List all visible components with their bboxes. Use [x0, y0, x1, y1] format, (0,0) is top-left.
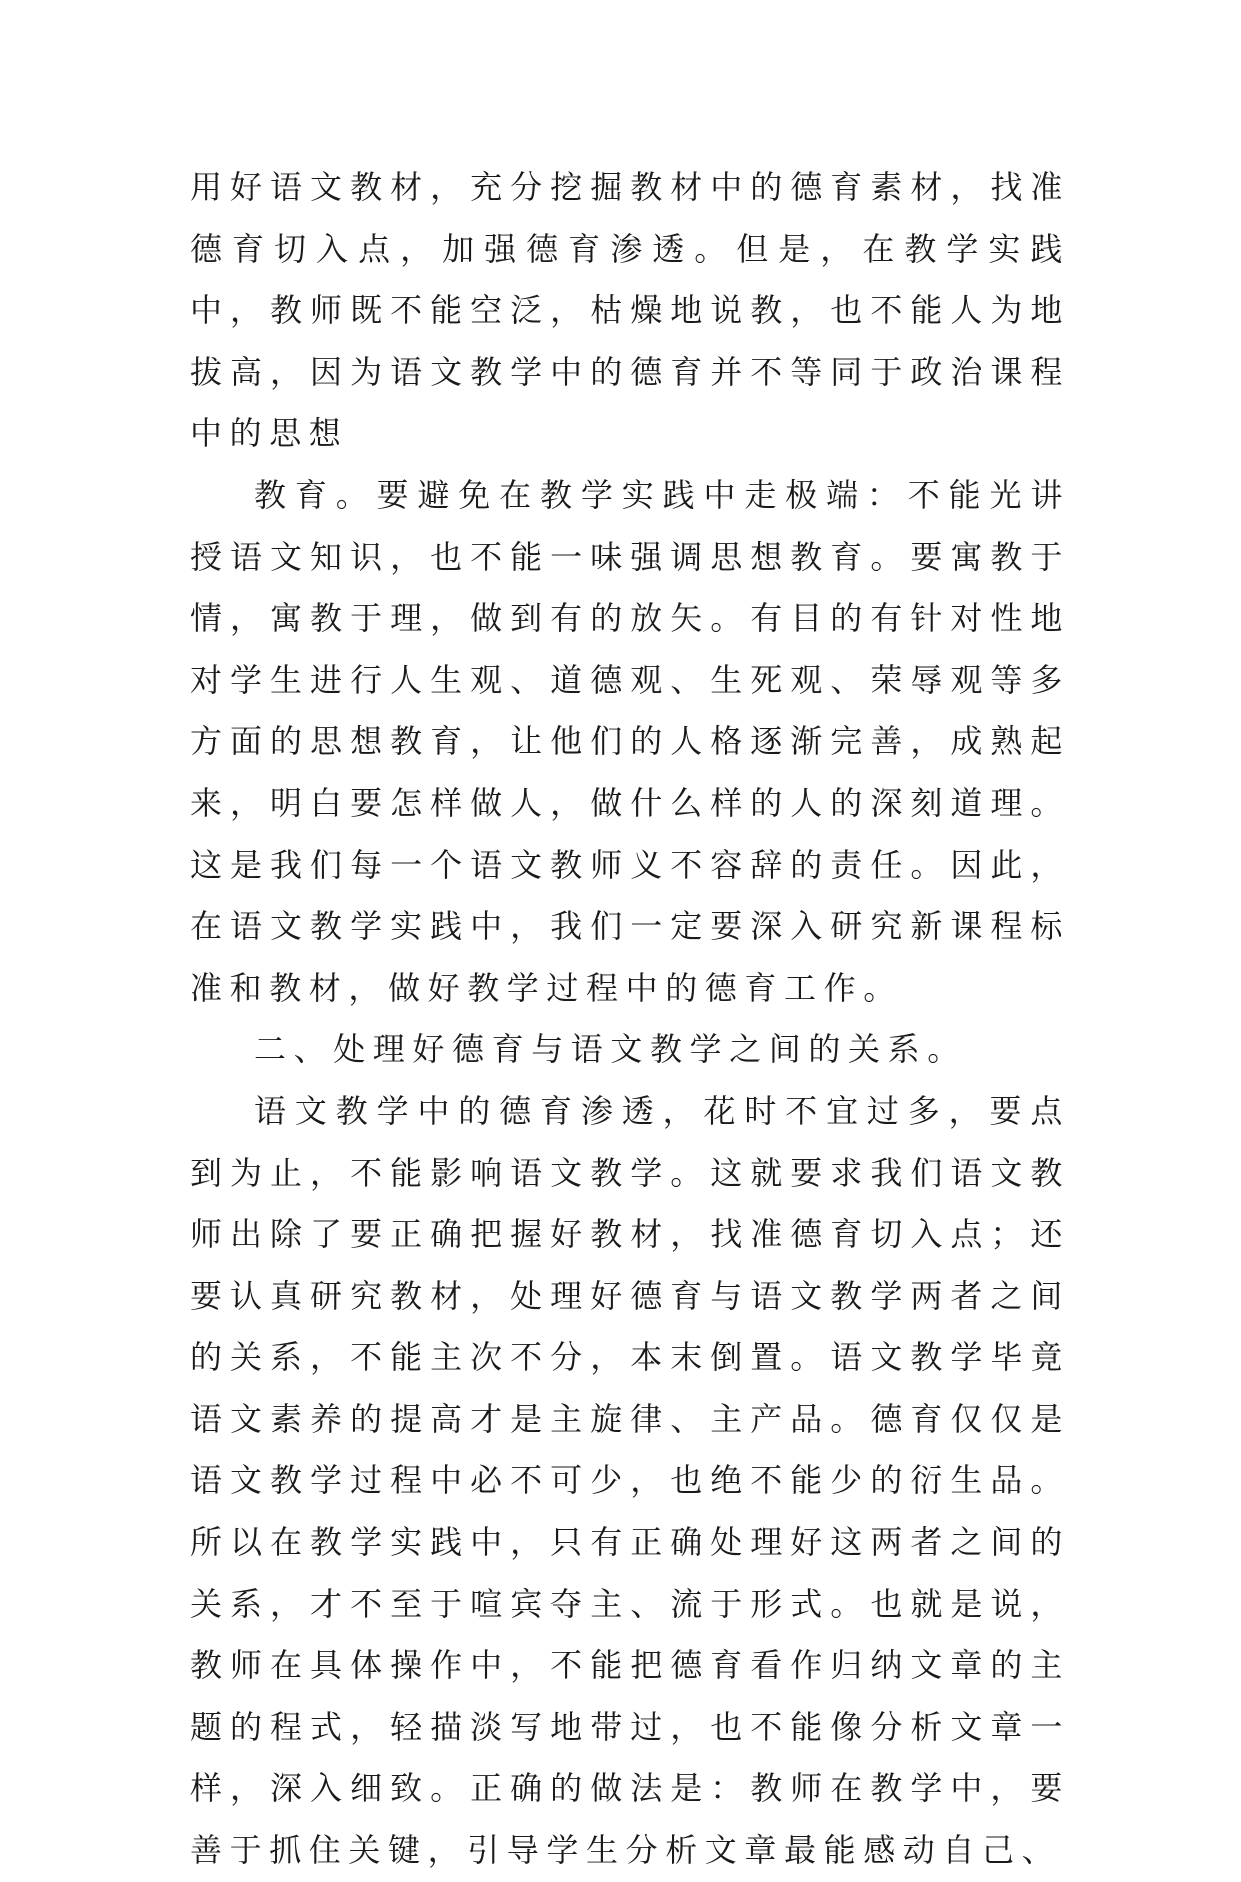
paragraph-3: 语文教学中的德育渗透，花时不宜过多，要点到为止，不能影响语文教学。这就要求我们语文教师出除了要正确把握好教材，找准德育切入点；还要认真研究教材，处理好德育与语文教学两者之间的关系，不能主次不分，本末倒置。语文教学毕竟语文素养的提高才是主旋律、主产品。德育仅仅是语文教学过程中必不可少，也绝不能少的衍生品。所以在教学实践中，只有正确处理好这两者之间的关系，才不至于喧宾夺主、流于形式。也就是说，教师在具体操作中，不能把德育看作归纳文章的主题的程式，轻描淡写地带过，也不能像分析文章一样，深入细致。正确的做法是：教师在教学中，要善于抓住关键，引导学生分析文章最能感动自己、 — [190, 1091, 1070, 1870]
section-heading: 二、处理好德育与语文教学之间的关系。 — [254, 1030, 967, 1069]
paragraph-2: 教育。要避免在教学实践中走极端：不能光讲授语文知识，也不能一味强调思想教育。要寓教于情，寓教于理，做到有的放矢。有目的有针对性地对学生进行人生观、道德观、生死观、荣辱观等多方面的思想教育，让他们的人格逐渐完善，成熟起来，明白要怎样做人，做什么样的人的深刻道理。这是我们每一个语文教师义不容辞的责任。因此，在语文教学实践中，我们一定要深入研究新课程标准和教材，做好教学过程中的德育工作。 — [190, 475, 1070, 1007]
paragraph-1: 用好语文教材，充分挖掘教材中的德育素材，找准德育切入点，加强德育渗透。但是，在教学实践中，教师既不能空泛，枯燥地说教，也不能人为地拔高，因为语文教学中的德育并不等同于政治课程中的思想 — [190, 168, 1070, 453]
document-body — [190, 157, 1070, 1882]
